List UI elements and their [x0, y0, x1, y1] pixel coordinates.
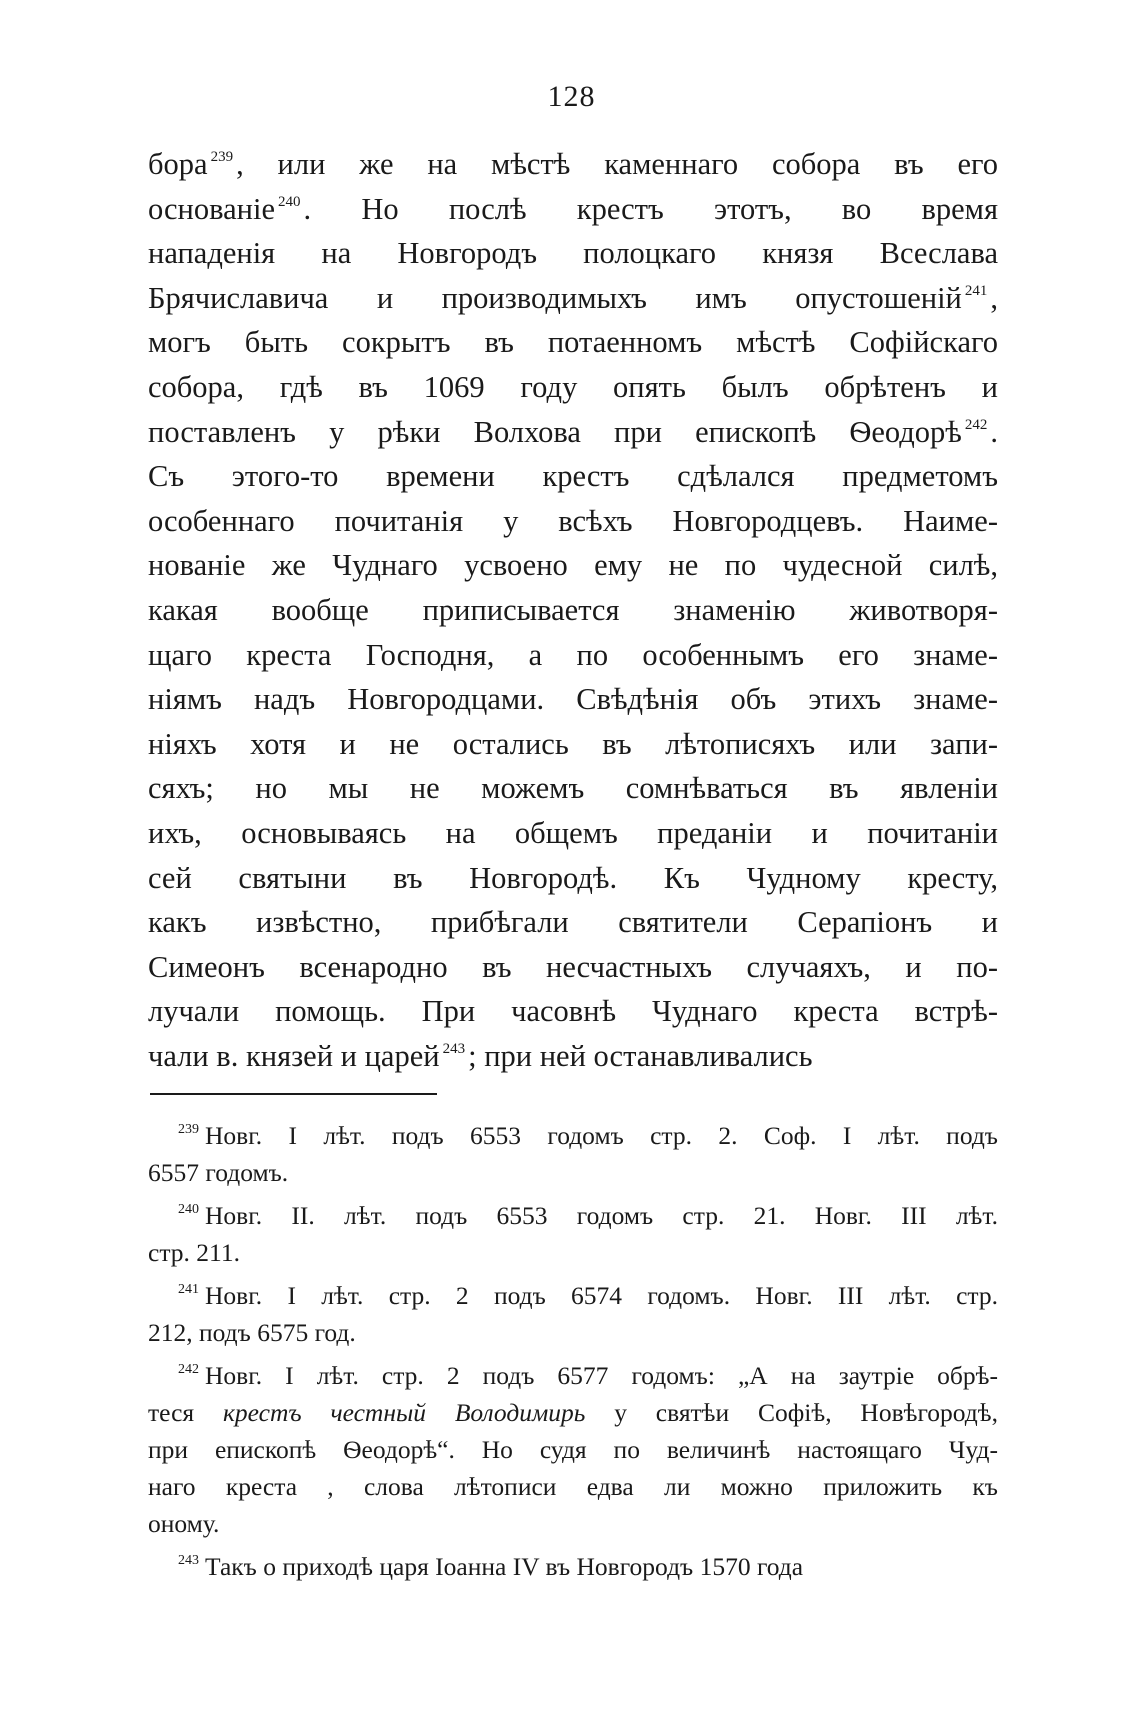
text-segment: могъ быть сокрытъ въ потаенномъ мѣстѣ Софійскаго	[148, 325, 998, 360]
text-segment: чали в. князей и царей	[148, 1038, 440, 1073]
text-line	[148, 410, 998, 455]
footnote-line	[148, 1394, 998, 1431]
footnote-line	[148, 1277, 998, 1314]
text-line	[148, 365, 998, 410]
text-line	[148, 900, 998, 945]
text-segment: нападенія на Новгородъ полоцкаго князя Всеслава	[148, 236, 998, 271]
text-line	[148, 989, 998, 1034]
footnote-line	[148, 1468, 998, 1505]
text-segment: ихъ, основываясь на общемъ преданіи и почитаніи	[148, 815, 998, 850]
text-line	[148, 588, 998, 633]
footnote	[148, 1117, 998, 1191]
text-line	[148, 856, 998, 901]
footnote-text: 6557 годомъ.	[148, 1158, 289, 1187]
footnote-line	[148, 1154, 998, 1191]
footnote-ref: 243	[442, 1040, 466, 1057]
text-line	[148, 320, 998, 365]
text-segment: нованіе же Чуднаго усвоено ему не по чудесной силѣ,	[148, 548, 998, 583]
footnote-text: 212, подъ 6575 год.	[148, 1318, 356, 1347]
text-segment: поставленъ у рѣки Волхова при епископѣ Ѳеодорѣ	[148, 414, 962, 449]
text-segment: ніямъ надъ Новгородцами. Свѣдѣнія объ этихъ знаме-	[148, 682, 998, 717]
footnote	[148, 1197, 998, 1271]
text-segment: ніяхъ хотя и не остались въ лѣтописяхъ или запи-	[148, 726, 998, 761]
text-segment: , или же на мѣстѣ каменнаго собора въ его	[236, 147, 998, 181]
footnote-line	[148, 1314, 998, 1351]
footnote-ref: 239	[210, 149, 234, 165]
footnote-line	[148, 1357, 998, 1394]
text-segment: бора	[148, 147, 208, 181]
text-segment: ,	[990, 280, 998, 315]
footnote-ref: 242	[964, 416, 988, 433]
footnote-number: 240	[178, 1202, 199, 1217]
text-line	[148, 945, 998, 990]
footnote-italic: крестъ честный Володимирь	[222, 1398, 586, 1427]
text-line	[148, 187, 998, 232]
footnote	[148, 1277, 998, 1351]
text-segment: собора, гдѣ въ 1069 году опять былъ обрѣтенъ и	[148, 369, 998, 404]
footnote-line	[148, 1431, 998, 1468]
footnote-text: теся	[148, 1398, 223, 1427]
footnote-number: 242	[178, 1362, 199, 1377]
text-line	[148, 1034, 998, 1079]
text-segment: Брячиславича и производимыхъ имъ опустошеній	[148, 280, 962, 315]
text-line	[148, 722, 998, 767]
footnote-line	[148, 1505, 998, 1542]
text-line	[148, 811, 998, 856]
footnote-line	[148, 1117, 998, 1154]
text-segment: основаніе	[148, 191, 275, 226]
page-number: 128	[547, 80, 596, 113]
text-segment: .	[990, 414, 998, 449]
footnote-text: Новг. II. лѣт. подъ 6553 годомъ стр. 21. Новг. III лѣт.	[205, 1201, 998, 1230]
footnote-number: 239	[178, 1122, 199, 1137]
footnote-divider	[150, 1093, 437, 1095]
text-segment: сяхъ; но мы не можемъ сомнѣваться въ явленіи	[148, 771, 998, 806]
text-line	[148, 766, 998, 811]
text-segment: какъ извѣстно, прибѣгали святители Серапіонъ и	[148, 905, 998, 940]
text-line	[148, 276, 998, 321]
text-segment: . Но послѣ крестъ этотъ, во время	[303, 191, 998, 226]
text-line	[148, 633, 998, 678]
footnote-ref: 240	[278, 193, 301, 210]
footnote-number: 241	[178, 1282, 199, 1297]
footnote-text: у святѣи Софіѣ, Новѣгородѣ,	[585, 1398, 999, 1427]
footnote-text: оному.	[148, 1509, 220, 1538]
footnote	[148, 1357, 998, 1542]
text-segment: ; при ней останавливались	[468, 1038, 813, 1073]
text-line	[148, 231, 998, 276]
footnote-text: Новг. I лѣт. стр. 2 подъ 6577 годомъ: „А на заутріе обрѣ-	[205, 1361, 998, 1390]
text-segment: особеннаго почитанія у всѣхъ Новгородцевъ. Наиме-	[148, 503, 998, 538]
footnote-text: Новг. I лѣт. стр. 2 подъ 6574 годомъ. Новг. III лѣт. стр.	[205, 1281, 998, 1310]
footnote-line	[148, 1197, 998, 1234]
text-line	[148, 142, 998, 187]
footnote-text: Новг. I лѣт. подъ 6553 годомъ стр. 2. Соф. I лѣт. подъ	[205, 1121, 998, 1150]
text-line	[148, 543, 998, 588]
footnote-number: 243	[178, 1553, 199, 1568]
footnote-line	[148, 1548, 998, 1585]
main-text	[148, 142, 998, 1078]
text-segment: Съ этого-то времени крестъ сдѣлался предметомъ	[148, 459, 998, 494]
footnote-text: при епископѣ Ѳеодорѣ“. Но судя по величинѣ настоящаго Чуд-	[148, 1435, 998, 1464]
text-segment: Симеонъ всенародно въ несчастныхъ случаяхъ, и по-	[148, 949, 998, 984]
footnote-line	[148, 1234, 998, 1271]
footnote-text: наго креста , слова лѣтописи едва ли можно приложить къ	[148, 1472, 998, 1501]
text-segment: лучали помощь. При часовнѣ Чуднаго креста встрѣ-	[148, 994, 998, 1029]
text-line	[148, 677, 998, 722]
text-line	[148, 499, 998, 544]
text-segment: щаго креста Господня, а по особеннымъ его знаме-	[148, 637, 998, 672]
text-line	[148, 454, 998, 499]
footnote-text: стр. 211.	[148, 1238, 240, 1267]
footnote-text: Такъ о приходѣ царя Іоанна IV въ Новгородъ 1570 года	[205, 1552, 804, 1581]
footnote-ref: 241	[964, 282, 988, 299]
footnotes	[148, 1117, 998, 1591]
text-segment: какая вообще приписывается знаменію животворя-	[148, 592, 998, 627]
text-segment: сей святыни въ Новгородѣ. Къ Чудному кресту,	[148, 860, 998, 895]
footnote	[148, 1548, 998, 1585]
